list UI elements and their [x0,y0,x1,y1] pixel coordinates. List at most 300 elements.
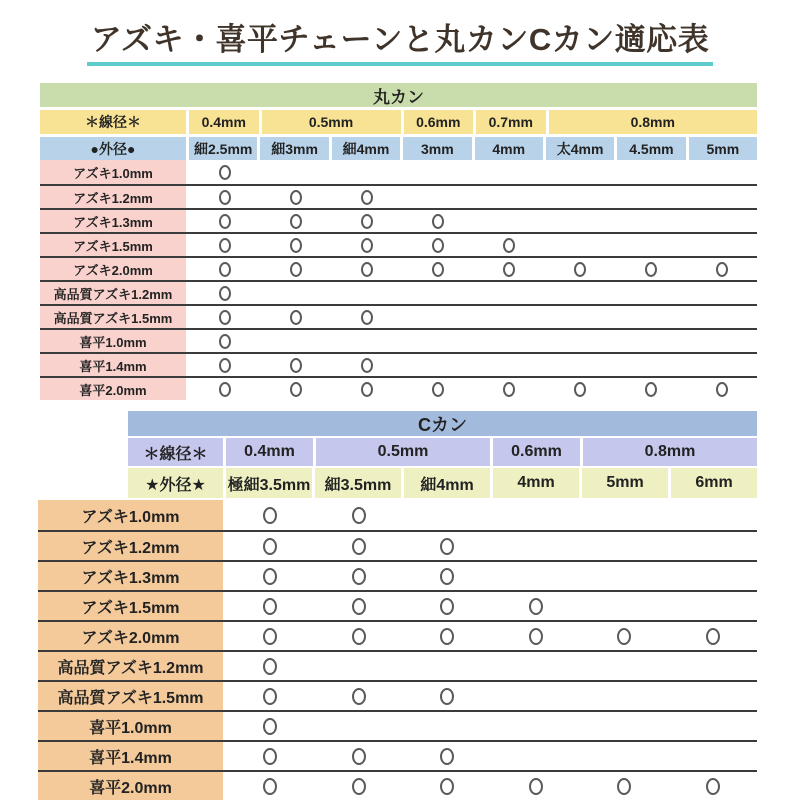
compatible-mark-circle [290,214,302,229]
compatibility-cell [473,282,544,304]
compatible-mark-circle [529,778,543,795]
chain-row [40,160,757,184]
chain-row [38,560,757,590]
compatible-mark-circle [219,165,231,180]
wire-diameter-group: 0.4mm [226,438,313,466]
compatibility-cell [669,592,758,620]
chain-row [40,352,757,376]
compatibility-cell [260,186,331,208]
compatibility-cell [492,592,581,620]
compatibility-cell [226,682,315,710]
compatibility-cell [473,354,544,376]
compatible-mark-circle [440,778,454,795]
compatibility-cells [189,210,757,232]
compatibility-cell [544,258,615,280]
compatible-mark-circle [263,568,277,585]
compatibility-cell [260,160,331,184]
compatibility-cell [189,186,260,208]
chain-label: アズキ1.0mm [38,500,223,530]
compatible-mark-circle [361,382,373,397]
compatibility-cell [473,258,544,280]
chain-row [40,184,757,208]
compatibility-cell [331,306,402,328]
compatibility-cell [260,378,331,400]
compatibility-cell [315,652,404,680]
compatibility-cell [226,712,315,740]
wire-diameter-group: 0.5mm [316,438,490,466]
compatibility-cell [492,742,581,770]
compatibility-cell [492,500,581,530]
compatibility-cell [402,234,473,256]
wire-diameter-group: 0.4mm [189,110,259,134]
compatibility-cell [544,306,615,328]
outer-diameter-column: 4.5mm [617,137,685,160]
compatibility-cells [189,330,757,352]
compatibility-cell [544,160,615,184]
chain-label: アズキ1.2mm [38,532,223,560]
compatibility-cell [189,354,260,376]
chain-label: アズキ1.2mm [40,186,186,208]
compatibility-cell [669,562,758,590]
compatibility-cell [580,772,669,800]
compatibility-cell [402,210,473,232]
chain-label: アズキ1.3mm [40,210,186,232]
compatibility-cell [260,258,331,280]
compatibility-cell [189,210,260,232]
compatibility-cell [402,186,473,208]
compatibility-cell [260,282,331,304]
compatible-mark-circle [361,358,373,373]
chain-row [38,770,757,800]
compatibility-cells [189,186,757,208]
compatibility-cell [315,500,404,530]
compatibility-cell [580,652,669,680]
compatibility-cells [226,712,757,740]
compatibility-cell [580,712,669,740]
compatibility-cell [686,330,757,352]
chain-row [40,304,757,328]
compatibility-cell [403,500,492,530]
compatibility-cell [331,160,402,184]
compatibility-cell [315,532,404,560]
page-title: アズキ・喜平チェーンと丸カンCカン適応表 [87,14,714,66]
header-indent-spacer [38,468,125,498]
compatible-mark-circle [263,718,277,735]
compatible-mark-circle [290,190,302,205]
compatible-mark-circle [290,382,302,397]
compatibility-cell [580,622,669,650]
chain-label: 喜平2.0mm [40,378,186,400]
compatibility-cell [492,532,581,560]
outer-diameter-column: 3mm [403,137,471,160]
compatible-mark-circle [440,688,454,705]
compatibility-cell [580,742,669,770]
compatibility-cell [492,712,581,740]
compatible-mark-circle [503,262,515,277]
wire-diameter-group: 0.8mm [583,438,757,466]
compatibility-cell [403,712,492,740]
outer-diameter-column: 5mm [689,137,757,160]
compatibility-cells [189,160,757,184]
compatible-mark-circle [219,190,231,205]
chain-label: 喜平2.0mm [38,772,223,800]
compatibility-cell [402,306,473,328]
compatibility-cell [492,772,581,800]
compatibility-cell [615,282,686,304]
compatibility-cell [189,378,260,400]
compatibility-cell [544,234,615,256]
compatibility-cell [580,532,669,560]
wire-diameter-group: 0.6mm [493,438,580,466]
compatibility-cell [402,330,473,352]
compatibility-cells [226,742,757,770]
compatibility-cell [402,282,473,304]
chain-row [40,232,757,256]
compatible-mark-circle [219,334,231,349]
compatible-mark-circle [361,190,373,205]
compatibility-cell [260,330,331,352]
compatibility-cell [492,562,581,590]
compatible-mark-circle [263,628,277,645]
compatibility-cell [686,306,757,328]
compatibility-cell [315,622,404,650]
compatibility-cell [686,160,757,184]
compatibility-cell [315,772,404,800]
chain-label: アズキ2.0mm [38,622,223,650]
compatibility-cell [331,330,402,352]
compatibility-cells [189,378,757,400]
compatible-mark-circle [263,688,277,705]
compatibility-cell [473,330,544,352]
compatibility-cells [226,532,757,560]
compatibility-cell [669,712,758,740]
compatibility-cell [226,622,315,650]
chain-row [38,590,757,620]
compatible-mark-circle [503,382,515,397]
chain-label: 高品質アズキ1.5mm [38,682,223,710]
compatibility-cell [260,234,331,256]
chain-row [38,500,757,530]
compatible-mark-circle [219,382,231,397]
compatibility-cell [315,592,404,620]
compatible-mark-circle [574,262,586,277]
compatible-mark-circle [706,628,720,645]
compatibility-cell [189,160,260,184]
wire-diameter-group: 0.8mm [549,110,758,134]
maru-kan-table-body [40,160,757,400]
compatibility-cell [331,186,402,208]
compatible-mark-circle [219,286,231,301]
compatible-mark-circle [432,238,444,253]
maru-kan-table-header: 丸カン [40,83,757,107]
compatible-mark-circle [440,628,454,645]
compatibility-cells [226,622,757,650]
outer-diameter-column: 太4mm [546,137,614,160]
compatibility-cell [686,186,757,208]
compatibility-cell [580,682,669,710]
chain-row [40,280,757,304]
wire-diameter-groups [189,110,757,134]
compatibility-cell [226,652,315,680]
compatibility-cell [615,306,686,328]
compatible-mark-circle [716,262,728,277]
outer-diameter-column: 4mm [493,468,579,498]
compatible-mark-circle [529,598,543,615]
compatible-mark-circle [290,262,302,277]
compatibility-cell [315,562,404,590]
compatible-mark-circle [352,568,366,585]
compatible-mark-circle [263,748,277,765]
compatible-mark-circle [503,238,515,253]
compatibility-cell [686,282,757,304]
compatibility-cells [189,258,757,280]
wire-diameter-group: 0.7mm [476,110,546,134]
compatibility-cell [544,282,615,304]
chain-label: アズキ2.0mm [40,258,186,280]
compatible-mark-circle [440,568,454,585]
compatibility-cell [492,682,581,710]
compatibility-cell [615,160,686,184]
compatible-mark-circle [361,262,373,277]
compatibility-cell [189,258,260,280]
outer-diameter-column: 細4mm [404,468,490,498]
compatibility-cell [226,562,315,590]
compatibility-cell [315,682,404,710]
compatibility-cells [226,652,757,680]
compatible-mark-circle [617,628,631,645]
title-bar [0,14,800,66]
maru-kan-outer-diameter-row [40,137,757,160]
compatible-mark-circle [352,538,366,555]
compatibility-cell [403,562,492,590]
compatibility-cells [226,682,757,710]
maru-kan-table [40,83,757,400]
compatible-mark-circle [361,214,373,229]
chain-label: 高品質アズキ1.2mm [40,282,186,304]
compatible-mark-circle [219,310,231,325]
outer-diameter-columns [226,468,757,498]
compatibility-cell [686,258,757,280]
compatible-mark-circle [440,538,454,555]
compatibility-cells [226,592,757,620]
compatibility-cell [473,160,544,184]
outer-diameter-column: 6mm [671,468,757,498]
compatible-mark-circle [440,748,454,765]
compatibility-cell [544,354,615,376]
compatible-mark-circle [263,658,277,675]
compatibility-cell [544,186,615,208]
chain-row [40,256,757,280]
compatibility-cells [189,354,757,376]
chain-label: 喜平1.0mm [40,330,186,352]
compatibility-cell [331,210,402,232]
compatibility-cell [315,742,404,770]
compatible-mark-circle [219,214,231,229]
compatibility-cell [615,330,686,352]
compatible-mark-circle [617,778,631,795]
compatibility-cell [686,210,757,232]
outer-diameter-label: ●外径● [40,137,186,160]
compatible-mark-circle [361,310,373,325]
compatibility-cell [544,330,615,352]
chain-label: アズキ1.3mm [38,562,223,590]
header-indent-spacer [38,438,125,466]
compatibility-cell [544,210,615,232]
outer-diameter-column: 細4mm [332,137,400,160]
compatible-mark-circle [529,628,543,645]
compatible-mark-circle [574,382,586,397]
compatible-mark-circle [219,262,231,277]
chain-label: 喜平1.0mm [38,712,223,740]
compatible-mark-circle [645,382,657,397]
compatibility-cell [331,282,402,304]
compatibility-cell [403,682,492,710]
chain-row [38,680,757,710]
compatibility-cell [403,592,492,620]
compatibility-cell [403,532,492,560]
compatibility-cell [473,234,544,256]
compatibility-cell [580,500,669,530]
compatible-mark-circle [432,262,444,277]
chain-row [38,740,757,770]
compatibility-cell [686,378,757,400]
compatible-mark-circle [440,598,454,615]
compatibility-cell [669,532,758,560]
c-kan-table [38,411,757,800]
compatible-mark-circle [263,778,277,795]
compatibility-cell [331,258,402,280]
compatibility-cell [615,258,686,280]
compatibility-cell [260,306,331,328]
compatibility-cell [615,354,686,376]
wire-diameter-label: ＊線径＊ [128,438,223,466]
compatible-mark-circle [290,358,302,373]
compatibility-cell [226,742,315,770]
compatibility-cell [615,378,686,400]
compatibility-cell [189,330,260,352]
compatible-mark-circle [263,538,277,555]
compatibility-cell [615,186,686,208]
compatibility-cell [544,378,615,400]
compatibility-cell [669,622,758,650]
chain-row [40,208,757,232]
outer-diameter-column: 細2.5mm [189,137,257,160]
compatibility-cells [189,306,757,328]
compatibility-cells [226,562,757,590]
compatibility-cell [403,652,492,680]
compatibility-cell [226,592,315,620]
compatibility-cell [580,562,669,590]
chain-row [40,376,757,400]
outer-diameter-columns [189,137,757,160]
outer-diameter-column: 4mm [475,137,543,160]
compatibility-cell [402,378,473,400]
compatibility-cell [403,742,492,770]
compatibility-cell [615,234,686,256]
c-kan-table-header: Cカン [128,411,757,436]
compatibility-cell [403,772,492,800]
compatibility-cell [492,622,581,650]
compatible-mark-circle [219,358,231,373]
chain-label: アズキ1.5mm [38,592,223,620]
compatibility-cell [669,500,758,530]
compatibility-cells [189,282,757,304]
compatible-mark-circle [706,778,720,795]
c-kan-table-body [38,500,757,800]
wire-diameter-group: 0.6mm [404,110,474,134]
wire-diameter-label: ＊線径＊ [40,110,186,134]
outer-diameter-column: 細3mm [260,137,328,160]
chain-label: 喜平1.4mm [38,742,223,770]
compatible-mark-circle [352,628,366,645]
compatible-mark-circle [263,598,277,615]
compatibility-cell [669,652,758,680]
compatibility-cells [189,234,757,256]
compatibility-cell [331,378,402,400]
compatibility-cell [226,500,315,530]
outer-diameter-column: 細3.5mm [315,468,401,498]
compatibility-cell [669,772,758,800]
compatibility-cell [260,210,331,232]
compatibility-cell [473,186,544,208]
wire-diameter-groups [226,438,757,466]
compatibility-cell [402,258,473,280]
compatibility-cell [615,210,686,232]
compatible-mark-circle [352,778,366,795]
compatibility-cell [402,354,473,376]
compatibility-cell [189,282,260,304]
compatibility-cell [686,234,757,256]
chain-label: アズキ1.0mm [40,160,186,184]
chain-row [38,620,757,650]
compatibility-cell [226,772,315,800]
compatibility-cell [403,622,492,650]
compatible-mark-circle [352,507,366,524]
outer-diameter-column: 極細3.5mm [226,468,312,498]
compatible-mark-circle [219,238,231,253]
chain-label: 高品質アズキ1.5mm [40,306,186,328]
compatibility-cells [226,500,757,530]
maru-kan-wire-diameter-row [40,110,757,134]
compatibility-cell [492,652,581,680]
compatible-mark-circle [645,262,657,277]
compatibility-cell [473,378,544,400]
compatibility-cell [473,306,544,328]
compatibility-cell [315,712,404,740]
compatibility-cell [669,742,758,770]
compatibility-cell [669,682,758,710]
compatibility-cell [226,532,315,560]
chain-row [38,650,757,680]
compatible-mark-circle [361,238,373,253]
compatibility-cell [331,354,402,376]
outer-diameter-label: ★外径★ [128,468,223,498]
chain-label: 喜平1.4mm [40,354,186,376]
chain-row [38,530,757,560]
compatible-mark-circle [352,748,366,765]
chain-row [40,328,757,352]
compatible-mark-circle [263,507,277,524]
compatible-mark-circle [432,382,444,397]
compatible-mark-circle [352,598,366,615]
compatibility-cell [331,234,402,256]
compatible-mark-circle [352,688,366,705]
compatible-mark-circle [716,382,728,397]
compatibility-cell [473,210,544,232]
chain-label: 高品質アズキ1.2mm [38,652,223,680]
chain-label: アズキ1.5mm [40,234,186,256]
compatibility-cell [260,354,331,376]
